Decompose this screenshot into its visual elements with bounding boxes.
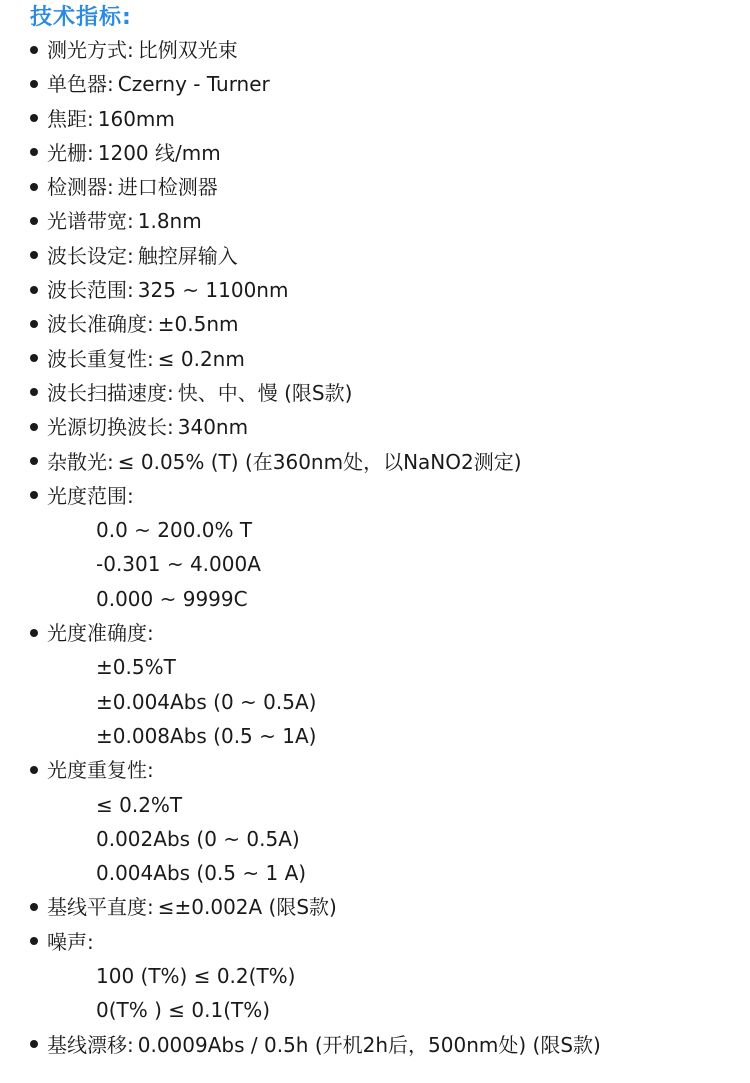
spec-label: 波长准确度: [47, 312, 154, 337]
spec-item [30, 890, 750, 924]
bullet-icon [30, 80, 38, 88]
spec-sub-value: 0.000 ~ 9999C [96, 586, 248, 611]
spec-line [30, 1028, 750, 1062]
bullet-icon [30, 388, 38, 396]
spec-item [30, 273, 750, 307]
spec-sub-value: ±0.5%T [96, 655, 176, 680]
spec-value: 0.0009Abs / 0.5h (开机2h后，500nm处) (限S款) [137, 1032, 601, 1057]
spec-item [30, 616, 750, 753]
spec-line [30, 753, 750, 787]
spec-label: 光度范围: [47, 483, 134, 508]
bullet-icon [30, 183, 38, 191]
spec-label: 光度重复性: [47, 758, 154, 783]
spec-sub-value: 0.002Abs (0 ~ 0.5A) [96, 826, 300, 851]
spec-label: 波长范围: [47, 278, 134, 303]
spec-item [30, 170, 750, 204]
spec-sub-value: -0.301 ~ 4.000A [96, 552, 261, 577]
spec-line [30, 925, 750, 959]
bullet-icon [30, 1040, 38, 1048]
spec-label: 单色器: [47, 72, 114, 97]
spec-line [30, 890, 750, 924]
spec-label: 波长扫描速度: [47, 380, 174, 405]
spec-line [30, 307, 750, 341]
spec-value: 触控屏输入 [137, 243, 238, 268]
spec-item [30, 342, 750, 376]
spec-sub-values [30, 513, 750, 616]
spec-line [30, 410, 750, 444]
spec-item [30, 753, 750, 890]
bullet-icon [30, 937, 38, 945]
spec-item [30, 445, 750, 479]
spec-label: 波长设定: [47, 243, 134, 268]
spec-value: 160mm [97, 106, 175, 131]
spec-line [30, 376, 750, 410]
bullet-icon [30, 491, 38, 499]
spec-item [30, 33, 750, 67]
spec-value: 快、中、慢 (限S款) [177, 380, 353, 405]
bullet-icon [30, 46, 38, 54]
spec-line [30, 445, 750, 479]
spec-sub-value: ±0.008Abs (0.5 ~ 1A) [96, 723, 317, 748]
spec-line [30, 273, 750, 307]
spec-line [30, 342, 750, 376]
spec-label: 基线平直度: [47, 895, 154, 920]
spec-sub-value: 0.0 ~ 200.0% T [96, 518, 253, 543]
bullet-icon [30, 320, 38, 328]
spec-value: Czerny - Turner [117, 72, 270, 97]
spec-value: 1.8nm [137, 209, 202, 234]
spec-line [30, 616, 750, 650]
bullet-icon [30, 286, 38, 294]
spec-label: 基线漂移: [47, 1032, 134, 1057]
spec-sub-values [30, 788, 750, 891]
section-title: 技术指标: [30, 5, 132, 30]
bullet-icon [30, 903, 38, 911]
spec-sub-values [30, 650, 750, 753]
spec-sub-values [30, 959, 750, 1028]
bullet-icon [30, 354, 38, 362]
spec-value: ±0.5nm [157, 312, 239, 337]
spec-label: 噪声: [47, 929, 94, 954]
bullet-icon [30, 457, 38, 465]
spec-label: 焦距: [47, 106, 94, 131]
spec-label: 光谱带宽: [47, 209, 134, 234]
spec-sub-value: 0(T% ) ≤ 0.1(T%) [96, 998, 271, 1023]
spec-line [30, 170, 750, 204]
spec-item [30, 67, 750, 101]
spec-value: ≤±0.002A (限S款) [157, 895, 337, 920]
spec-line [30, 136, 750, 170]
spec-sub-value: 0.004Abs (0.5 ~ 1 A) [96, 861, 307, 886]
spec-label: 检测器: [47, 175, 114, 200]
spec-value: ≤ 0.2nm [157, 346, 245, 371]
spec-item [30, 307, 750, 341]
bullet-icon [30, 148, 38, 156]
spec-sub-value: 100 (T%) ≤ 0.2(T%) [96, 964, 296, 989]
spec-line [30, 239, 750, 273]
spec-label: 测光方式: [47, 38, 134, 62]
spec-line [30, 479, 750, 513]
spec-item [30, 1028, 750, 1062]
spec-list [30, 33, 750, 1062]
spec-item [30, 239, 750, 273]
spec-item [30, 925, 750, 1028]
spec-item [30, 204, 750, 238]
bullet-icon [30, 114, 38, 122]
spec-value: 进口检测器 [117, 175, 218, 200]
bullet-icon [30, 217, 38, 225]
spec-label: 光源切换波长: [47, 415, 174, 440]
spec-line [30, 102, 750, 136]
spec-label: 波长重复性: [47, 346, 154, 371]
spec-line [30, 67, 750, 101]
spec-label: 光度准确度: [47, 621, 154, 646]
spec-value: ≤ 0.05% (T) (在360nm处，以NaNO2测定) [117, 449, 522, 474]
spec-value: 1200 线/mm [97, 140, 221, 165]
spec-item [30, 410, 750, 444]
spec-item [30, 136, 750, 170]
spec-line [30, 33, 750, 67]
bullet-icon [30, 423, 38, 431]
spec-value: 340nm [177, 415, 249, 440]
spec-label: 杂散光: [47, 449, 114, 474]
spec-sub-value: ±0.004Abs (0 ~ 0.5A) [96, 689, 317, 714]
spec-label: 光栅: [47, 140, 94, 165]
spec-value: 比例双光束 [137, 38, 238, 62]
spec-sub-value: ≤ 0.2%T [96, 792, 183, 817]
bullet-icon [30, 766, 38, 774]
spec-item [30, 479, 750, 616]
bullet-icon [30, 629, 38, 637]
spec-item [30, 376, 750, 410]
spec-value: 325 ~ 1100nm [137, 278, 289, 303]
spec-line [30, 204, 750, 238]
bullet-icon [30, 251, 38, 259]
spec-item [30, 102, 750, 136]
